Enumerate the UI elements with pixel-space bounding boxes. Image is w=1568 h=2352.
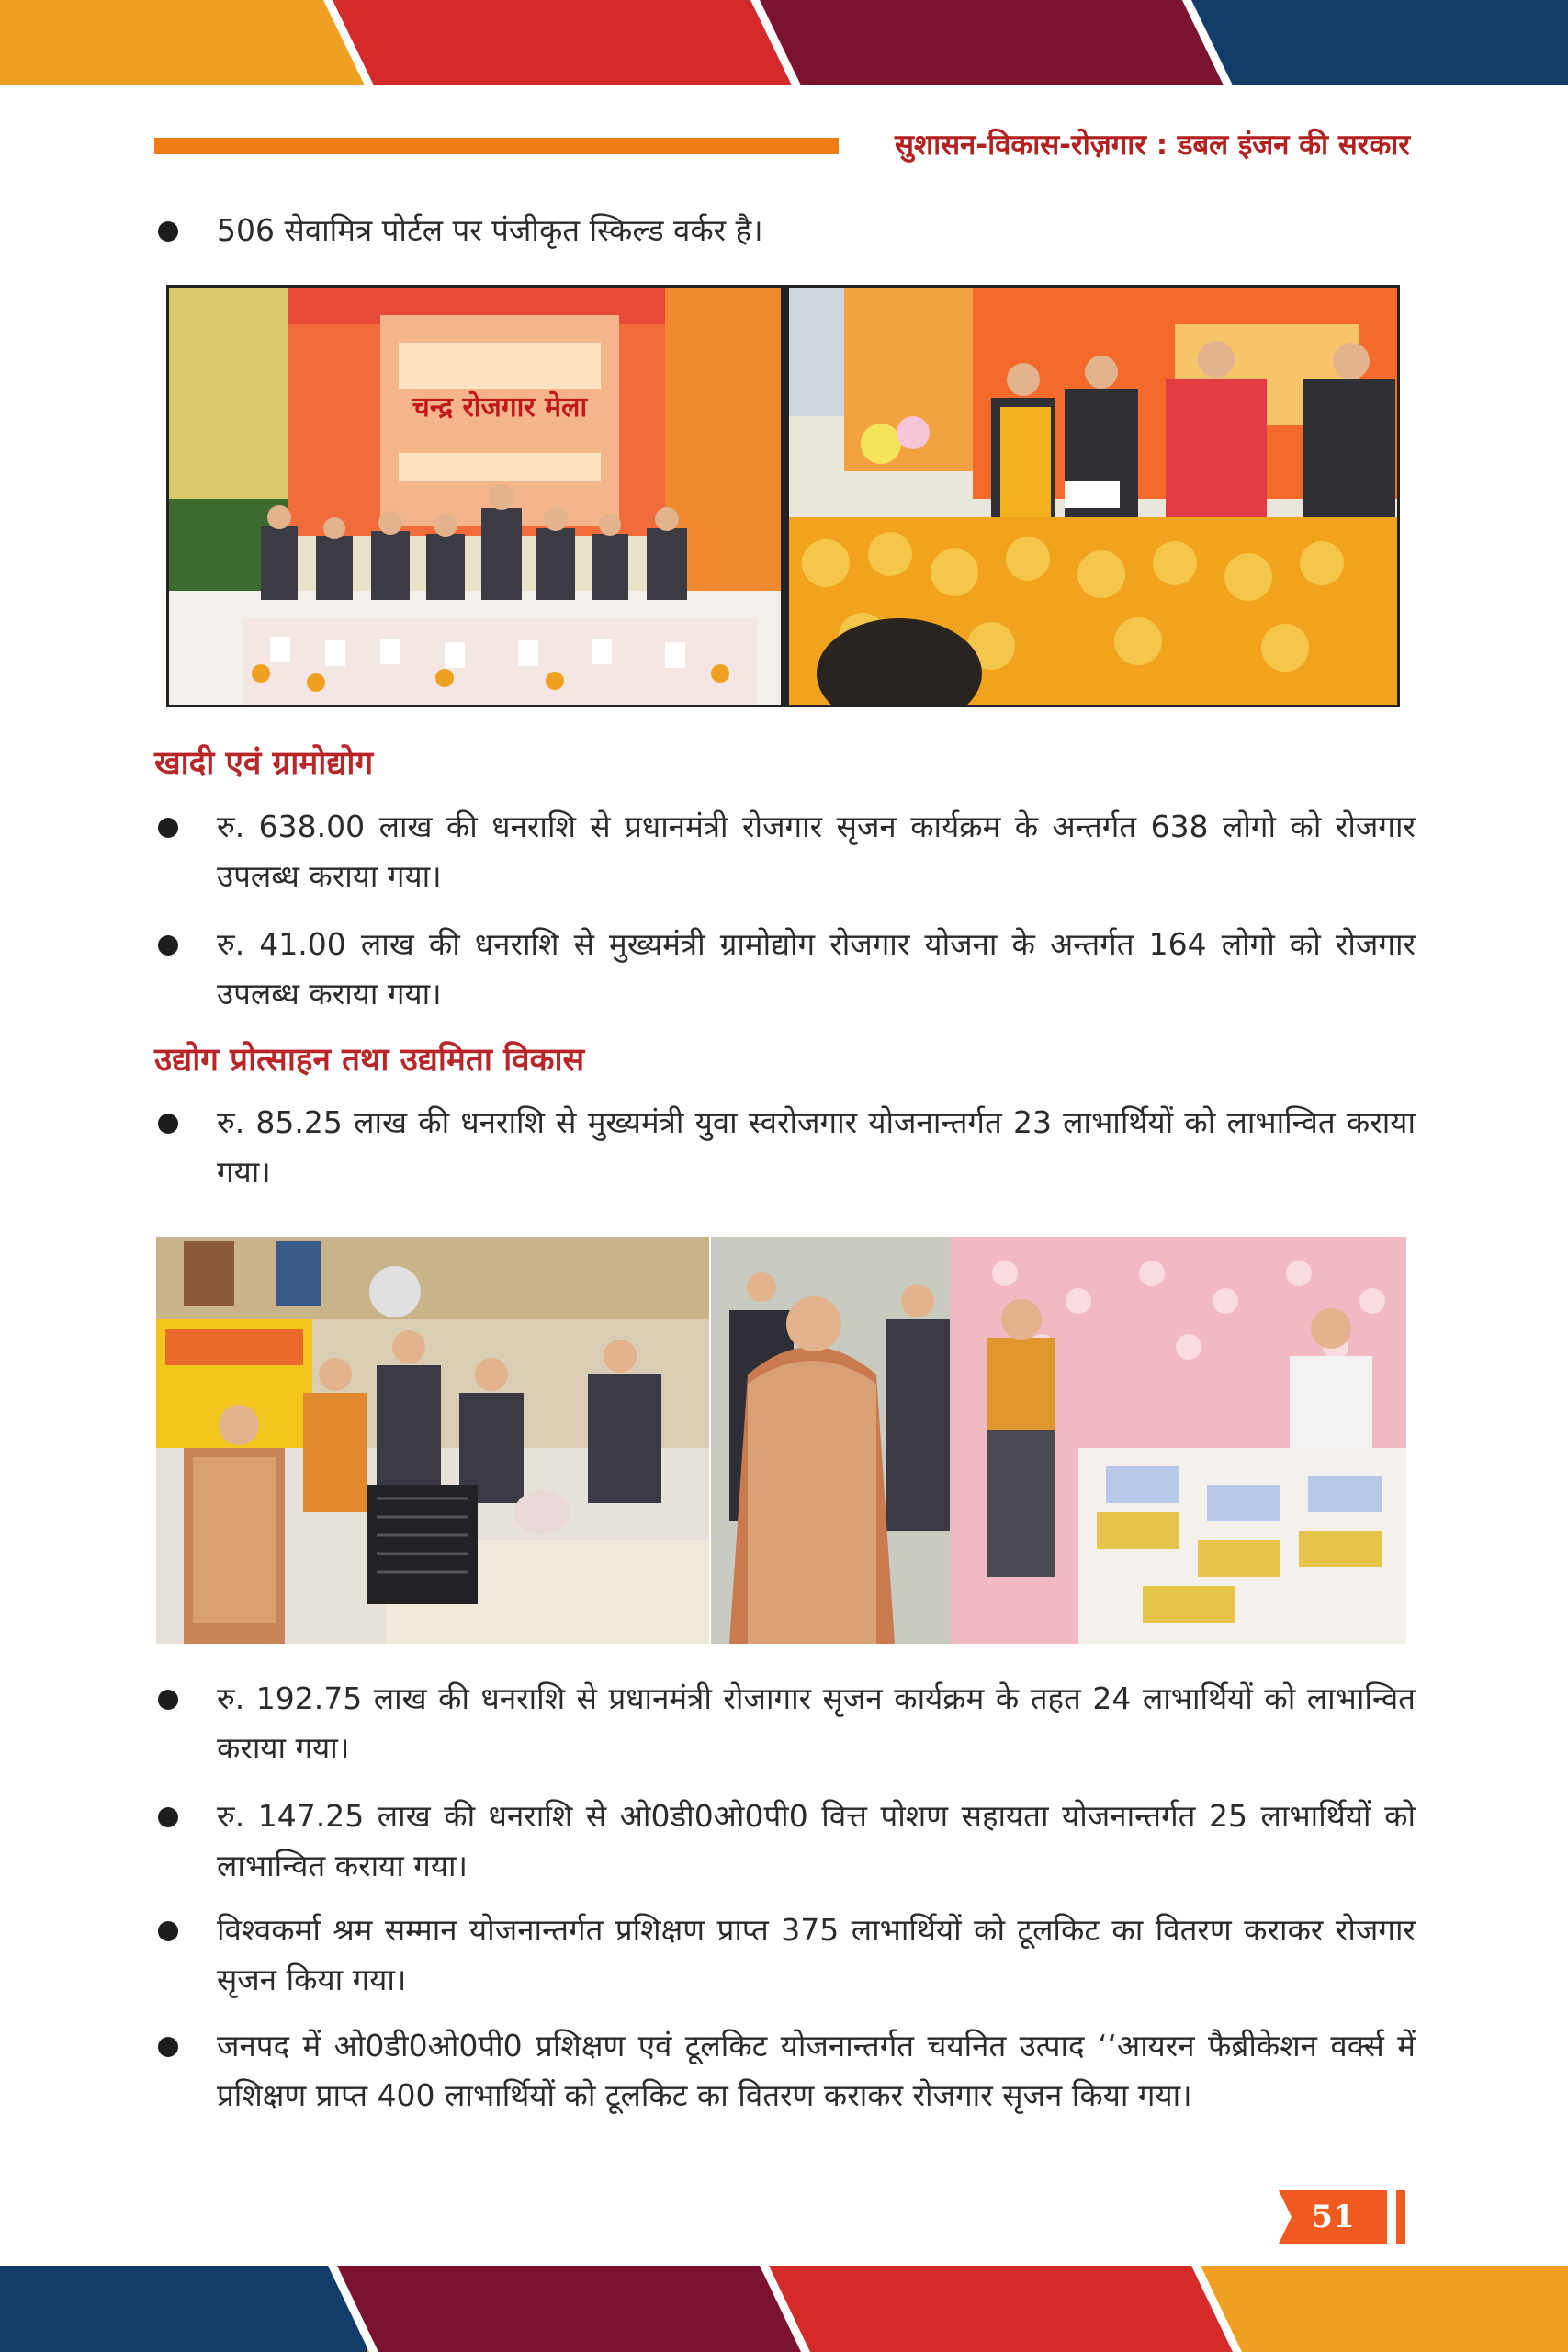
top-decorative-band [0, 0, 1568, 85]
bullet-text: जनपद में ओ0डी0ओ0पी0 प्रशिक्षण एवं टूलकिट योजनान्तर्गत चयनित उत्पाद ‘‘आयरन फैब्रीकेशन वर्क्स में प्रशिक्षण प्राप्त 400 लाभार्थियों को टूलकिट का वितरण कराकर रोजगार सृजन किया गया। [217, 2028, 1416, 2113]
bullet-icon [158, 2037, 178, 2057]
list-item [154, 1792, 1416, 1891]
list-item [154, 1098, 1416, 1197]
banner-text: चन्द्र रोजगार मेला [412, 391, 588, 424]
bullet-icon [158, 221, 178, 242]
list-item [154, 802, 1416, 901]
bullet-icon [158, 1690, 178, 1710]
running-header-title: सुशासन-विकास-रोज़गार : डबल इंजन की सरकार [895, 129, 1410, 162]
section-heading-udyog: उद्योग प्रोत्साहन तथा उद्यमिता विकास [154, 1042, 585, 1079]
photo-office-inspection [156, 1237, 709, 1644]
bullet-text: 506 सेवामित्र पोर्टल पर पंजीकृत स्किल्ड वर्कर है। [217, 212, 763, 248]
bullet-text: विश्वकर्मा श्रम सम्मान योजनान्तर्गत प्रशिक्षण प्राप्त 375 लाभार्थियों को टूलकिट का वितरण कराकर रोजगार सृजन किया गया। [217, 1912, 1416, 1997]
photo-certificate-distribution [789, 288, 1397, 705]
bullet-text: रु. 85.25 लाख की धनराशि से मुख्यमंत्री युवा स्वरोजगार योजनान्तर्गत 23 लाभार्थियों को लाभान्वित कराया गया। [217, 1104, 1416, 1190]
bullet-icon [158, 935, 178, 956]
list-item [154, 920, 1416, 1019]
list-item [154, 1674, 1416, 1773]
bullet-icon [158, 1921, 178, 1941]
list-item [154, 2021, 1416, 2120]
photo-product-stall-visit [711, 1237, 1406, 1644]
bullet-text: रु. 638.00 लाख की धनराशि से प्रधानमंत्री रोजगार सृजन कार्यक्रम के अन्तर्गत 638 लोगो को रोजगार उपलब्ध कराया गया। [217, 808, 1416, 894]
bullet-text: रु. 192.75 लाख की धनराशि से प्रधानमंत्री रोजागार सृजन कार्यक्रम के तहत 24 लाभार्थियों को लाभान्वित कराया गया। [217, 1680, 1416, 1766]
bottom-decorative-band [0, 2266, 1568, 2352]
bullet-text: रु. 41.00 लाख की धनराशि से मुख्यमंत्री ग्रामोद्योग रोजगार योजना के अन्तर्गत 164 लोगो को रोजगार उपलब्ध कराया गया। [217, 926, 1416, 1012]
bullet-icon [158, 818, 178, 838]
section-heading-khadi: खादी एवं ग्रामोद्योग [154, 745, 374, 782]
list-item [154, 206, 1416, 255]
photo-rozgar-mela-stage [169, 288, 781, 705]
bullet-icon [158, 1807, 178, 1827]
bullet-icon [158, 1114, 178, 1134]
header-accent-rule [154, 138, 839, 154]
bullet-text: रु. 147.25 लाख की धनराशि से ओ0डी0ओ0पी0 वित्त पोशण सहायता योजनान्तर्गत 25 लाभार्थियों को लाभान्वित कराया गया। [217, 1798, 1416, 1883]
page-number: 51 [1311, 2199, 1355, 2235]
list-item [154, 1905, 1416, 2005]
